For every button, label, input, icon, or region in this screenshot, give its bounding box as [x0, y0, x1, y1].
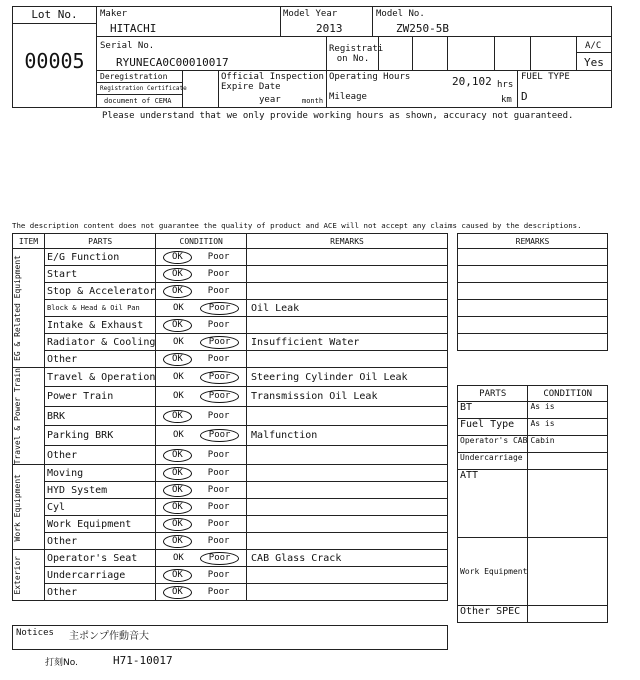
table-row	[13, 351, 448, 368]
item-cell	[13, 550, 45, 601]
ok-mark: OK	[163, 410, 192, 423]
operating-hours-value: 20,102	[452, 75, 492, 88]
table-row	[13, 482, 448, 499]
remark-cell	[247, 351, 448, 368]
part-cell: Radiator & Cooling	[45, 334, 156, 351]
part-cell: Parking BRK	[45, 426, 156, 445]
ac-label: A/C	[585, 41, 602, 51]
condition-cell	[156, 317, 247, 334]
poor-mark: Poor	[207, 467, 230, 478]
lot-box	[12, 6, 97, 108]
parts-condition: As is	[528, 419, 608, 436]
ok-mark: OK	[163, 467, 192, 480]
serial-no-label: Serial No.	[100, 41, 155, 51]
remark-cell: Malfunction	[247, 426, 448, 445]
item-cell	[13, 249, 45, 368]
table-row	[13, 249, 448, 266]
fuel-type-label: FUEL TYPE	[521, 72, 570, 82]
mileage-label: Mileage	[329, 92, 367, 102]
remark-cell: Insufficient Water	[247, 334, 448, 351]
poor-mark: Poor	[200, 336, 240, 349]
notices-text: 主ポンプ作動音大	[69, 631, 149, 642]
parts-row	[458, 402, 608, 419]
condition-cell	[156, 499, 247, 516]
condition-header: CONDITION	[156, 234, 247, 249]
poor-mark: Poor	[207, 535, 230, 546]
condition-cell	[156, 249, 247, 266]
parts-row	[458, 606, 608, 623]
condition-cell	[156, 584, 247, 601]
parts-label: Fuel Type	[458, 419, 528, 436]
condition-cell	[156, 266, 247, 283]
parts-condition	[528, 470, 608, 538]
poor-mark: Poor	[200, 390, 240, 403]
ok-mark: OK	[163, 569, 192, 582]
ok-mark: OK	[163, 319, 192, 332]
table-row	[13, 300, 448, 317]
ok-mark: OK	[172, 430, 184, 441]
remarks-row	[458, 249, 608, 266]
ac-value: Yes	[584, 56, 604, 69]
condition-cell	[156, 283, 247, 300]
part-cell: Other	[45, 445, 156, 465]
part-cell: BRK	[45, 406, 156, 425]
remark-cell: Steering Cylinder Oil Leak	[247, 368, 448, 387]
remarks-row	[458, 266, 608, 283]
right-parts-table	[457, 385, 608, 623]
year-label: year	[259, 95, 281, 105]
part-cell: Start	[45, 266, 156, 283]
remark-cell: Transmission Oil Leak	[247, 387, 448, 406]
table-row	[13, 368, 448, 387]
parts-label: Other SPEC	[458, 606, 528, 623]
remark-cell	[247, 266, 448, 283]
remark-cell	[247, 283, 448, 300]
ok-mark: OK	[163, 501, 192, 514]
parts-label: Undercarriage	[458, 453, 528, 470]
serial-no-value: RYUNECA0C00010017	[116, 56, 229, 69]
remark-cell	[247, 584, 448, 601]
part-cell: E/G Function	[45, 249, 156, 266]
remarks-row	[458, 300, 608, 317]
ok-mark: OK	[172, 371, 184, 382]
table-row	[13, 533, 448, 550]
item-cell	[13, 465, 45, 550]
part-cell: Cyl	[45, 499, 156, 516]
parts-label: Operator's CAB	[458, 436, 528, 453]
parts-header: PARTS	[45, 234, 156, 249]
parts-condition	[528, 606, 608, 623]
poor-mark: Poor	[207, 484, 230, 495]
deregistration-label: Deregistration	[100, 72, 168, 81]
table-row	[13, 567, 448, 584]
poor-mark: Poor	[200, 552, 240, 565]
table-row	[13, 499, 448, 516]
model-year-value: 2013	[316, 22, 343, 35]
ok-mark: OK	[163, 535, 192, 548]
parts-row	[458, 538, 608, 606]
item-header: ITEM	[13, 234, 45, 249]
remark-cell	[247, 482, 448, 499]
part-cell: Travel & Operation	[45, 368, 156, 387]
item-label: Travel & Power Train	[13, 368, 22, 465]
table-row	[13, 516, 448, 533]
month-label: month	[302, 97, 324, 105]
condition-cell	[156, 533, 247, 550]
remark-cell	[247, 249, 448, 266]
ok-mark: OK	[172, 552, 184, 563]
model-no-label: Model No.	[376, 9, 425, 19]
table-row	[13, 584, 448, 601]
condition-cell	[156, 351, 247, 368]
hours-notice: Please understand that we only provide working hours as shown, accuracy not guaranteed.	[102, 111, 574, 121]
ok-mark: OK	[163, 353, 192, 366]
table-row	[13, 406, 448, 425]
poor-mark: Poor	[207, 285, 230, 296]
stamp-value: H71-10017	[113, 654, 173, 667]
condition-cell	[156, 445, 247, 465]
parts-row	[458, 436, 608, 453]
table-row	[13, 465, 448, 482]
remark-cell	[247, 516, 448, 533]
part-cell: HYD System	[45, 482, 156, 499]
remark-cell: CAB Glass Crack	[247, 550, 448, 567]
part-cell: Intake & Exhaust	[45, 317, 156, 334]
poor-mark: Poor	[207, 501, 230, 512]
lot-no-label: Lot No.	[13, 7, 96, 24]
operating-hours-label: Operating Hours	[329, 72, 411, 82]
part-cell: Other	[45, 351, 156, 368]
ok-mark: OK	[163, 586, 192, 599]
condition-table	[12, 233, 448, 601]
ok-mark: OK	[172, 391, 184, 402]
remark-cell	[247, 465, 448, 482]
remark-cell	[247, 406, 448, 425]
poor-mark: Poor	[207, 449, 230, 460]
condition-cell	[156, 482, 247, 499]
condition-cell	[156, 300, 247, 317]
ok-mark: OK	[163, 518, 192, 531]
remark-cell	[247, 533, 448, 550]
ok-mark: OK	[163, 268, 192, 281]
registration-no-label: Registrati on No.	[329, 44, 384, 64]
parts-condition	[528, 453, 608, 470]
part-cell: Work Equipment	[45, 516, 156, 533]
remark-cell	[247, 567, 448, 584]
part-cell: Stop & Accelerator	[45, 283, 156, 300]
parts-condition: Cabin	[528, 436, 608, 453]
condition-cell	[156, 426, 247, 445]
condition-cell	[156, 550, 247, 567]
poor-mark: Poor	[207, 319, 230, 330]
condition-cell	[156, 368, 247, 387]
poor-mark: Poor	[207, 251, 230, 262]
part-cell: Other	[45, 533, 156, 550]
item-label: Exterior	[13, 556, 22, 595]
table-row	[13, 426, 448, 445]
table-row	[13, 550, 448, 567]
right-remarks-table	[457, 233, 608, 351]
maker-label: Maker	[100, 9, 128, 19]
poor-mark: Poor	[200, 429, 240, 442]
remarks-cell	[458, 283, 608, 300]
poor-mark: Poor	[207, 586, 230, 597]
table-row	[13, 266, 448, 283]
part-cell: Power Train	[45, 387, 156, 406]
parts-row	[458, 470, 608, 538]
remark-cell	[247, 445, 448, 465]
remark-cell: Oil Leak	[247, 300, 448, 317]
ok-mark: OK	[163, 484, 192, 497]
ok-mark: OK	[163, 449, 192, 462]
remarks-cell	[458, 300, 608, 317]
parts-row	[458, 419, 608, 436]
remark-cell	[247, 317, 448, 334]
disclaimer: The description content does not guarantee the quality of product and ACE will not accept any claims caused by the descriptions.	[12, 221, 582, 230]
condition-cell	[156, 406, 247, 425]
remarks-cell	[458, 317, 608, 334]
parts-label: ATT	[458, 470, 528, 538]
model-no-value: ZW250-5B	[396, 22, 449, 35]
table-row	[13, 387, 448, 406]
parts-label: BT	[458, 402, 528, 419]
part-cell: Other	[45, 584, 156, 601]
ok-mark: OK	[172, 336, 184, 347]
poor-mark: Poor	[207, 353, 230, 364]
poor-mark: Poor	[207, 268, 230, 279]
table-row	[13, 445, 448, 465]
poor-mark: Poor	[200, 371, 240, 384]
stamp-label: 打刻No.	[45, 658, 78, 668]
item-label: Work Equipment	[13, 473, 22, 542]
condition-cell	[156, 334, 247, 351]
ok-mark: OK	[172, 302, 184, 313]
table-row	[13, 334, 448, 351]
right-condition-header: CONDITION	[528, 386, 608, 402]
part-cell: Block & Head & Oil Pan	[45, 300, 156, 317]
remark-cell	[247, 499, 448, 516]
remarks-row	[458, 283, 608, 300]
parts-condition	[528, 538, 608, 606]
maker-value: HITACHI	[110, 22, 157, 35]
remarks-header: REMARKS	[247, 234, 448, 249]
right-remarks-header: REMARKS	[458, 234, 608, 249]
remarks-row	[458, 334, 608, 351]
remarks-cell	[458, 266, 608, 283]
fuel-type-value: D	[521, 90, 528, 103]
remarks-cell	[458, 249, 608, 266]
registration-certificate-label: Registration Certificate	[100, 85, 187, 92]
parts-label: Work Equipment	[458, 538, 528, 606]
lot-no-value: 00005	[24, 49, 85, 73]
table-row	[13, 283, 448, 300]
ok-mark: OK	[163, 285, 192, 298]
parts-row	[458, 453, 608, 470]
right-parts-header: PARTS	[458, 386, 528, 402]
hrs-label: hrs	[497, 80, 514, 90]
condition-cell	[156, 567, 247, 584]
notices-box	[12, 625, 448, 650]
condition-cell	[156, 387, 247, 406]
poor-mark: Poor	[207, 410, 230, 421]
part-cell: Moving	[45, 465, 156, 482]
remarks-cell	[458, 334, 608, 351]
item-cell	[13, 368, 45, 465]
poor-mark: Poor	[207, 569, 230, 580]
notices-label: Notices	[16, 628, 54, 638]
model-year-label: Model Year	[283, 9, 338, 19]
poor-mark: Poor	[200, 302, 240, 315]
item-label: EG & Related Equipment	[13, 255, 22, 361]
condition-cell	[156, 516, 247, 533]
inspection-label: Official Inspection Expire Date	[221, 72, 324, 92]
condition-cell	[156, 465, 247, 482]
part-cell: Undercarriage	[45, 567, 156, 584]
ok-mark: OK	[163, 251, 192, 264]
parts-condition: As is	[528, 402, 608, 419]
part-cell: Operator's Seat	[45, 550, 156, 567]
cema-document-label: document of CEMA	[104, 97, 172, 105]
table-row	[13, 317, 448, 334]
remarks-row	[458, 317, 608, 334]
km-label: km	[501, 95, 512, 105]
poor-mark: Poor	[207, 518, 230, 529]
